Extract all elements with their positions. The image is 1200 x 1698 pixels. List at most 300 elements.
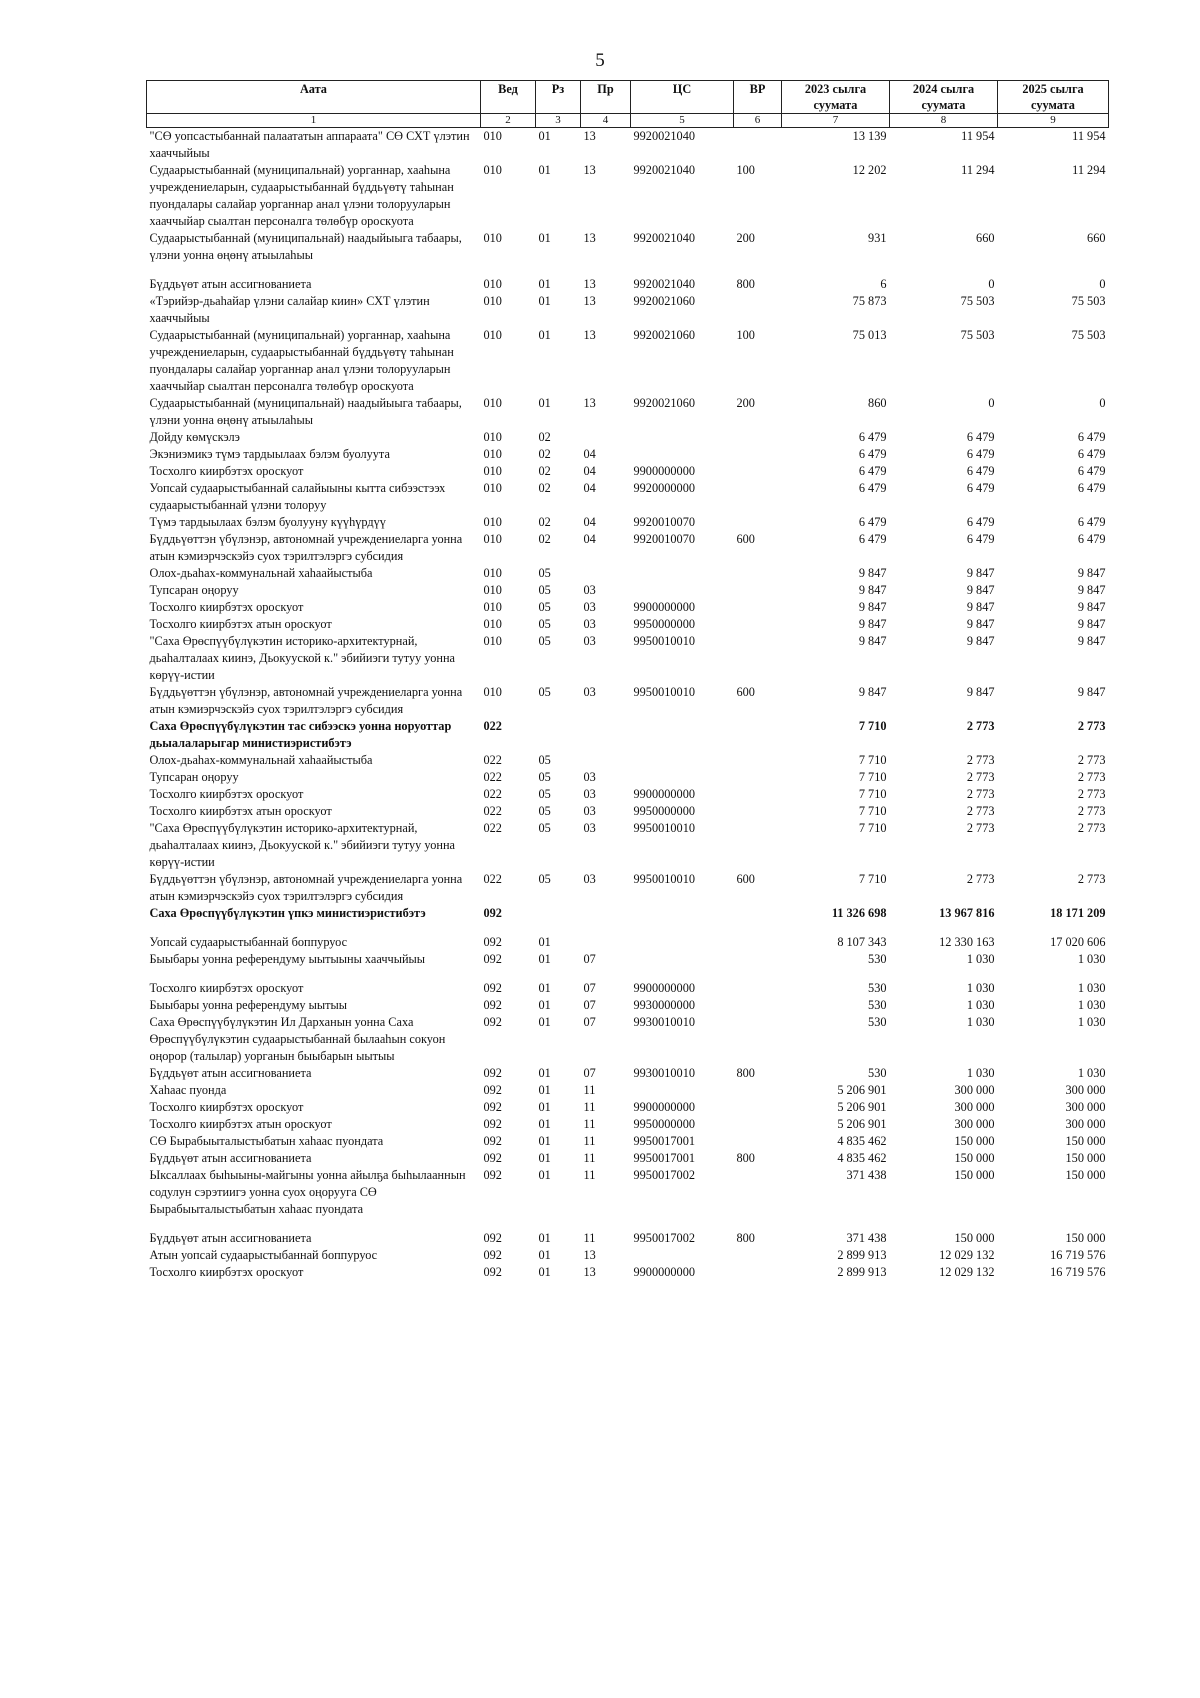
cell-ved: 010 xyxy=(483,617,502,631)
cell-name: Быыбары уонна референдуму ыытыы xyxy=(149,998,348,1012)
cell-pr: 03 xyxy=(583,617,596,631)
cell-amount-2024: 150 000 xyxy=(954,1231,995,1245)
cell-pr xyxy=(581,752,631,769)
cell-amount-2023: 6 479 xyxy=(858,464,887,478)
header-row xyxy=(147,81,1109,114)
cell-vr xyxy=(734,514,782,531)
cell-pr: 03 xyxy=(583,804,596,818)
cell-cs xyxy=(631,951,734,980)
cell-ved: 010 xyxy=(483,566,502,580)
cell-amount-2023: 530 xyxy=(868,952,887,966)
table-row xyxy=(147,633,1109,684)
cell-amount-2024: 6 479 xyxy=(966,430,995,444)
cell-pr: 03 xyxy=(583,600,596,614)
cell-name: "Саха Өрөспүүбүлүкэтин историко-архитектурнай, дьаһалталаах киинэ, Дьокууской к." эбийиэги тутуу уонна көрүү-истии xyxy=(149,821,455,869)
cell-amount-2023: 5 206 901 xyxy=(837,1100,887,1114)
cell-ved: 022 xyxy=(483,821,502,835)
cell-amount-2024: 9 847 xyxy=(966,566,995,580)
cell-amount-2025: 9 847 xyxy=(1077,634,1106,648)
cell-amount-2024: 11 954 xyxy=(961,129,995,143)
cell-rz: 05 xyxy=(538,617,551,631)
cell-amount-2024: 0 xyxy=(988,277,995,291)
cell-amount-2025: 300 000 xyxy=(1065,1083,1106,1097)
cell-rz: 05 xyxy=(538,821,551,835)
cell-rz: 01 xyxy=(538,129,551,143)
cell-cs: 9950010010 xyxy=(633,634,695,648)
cell-pr: 11 xyxy=(583,1134,596,1148)
cell-amount-2024: 1 030 xyxy=(966,998,995,1012)
table-row xyxy=(147,1116,1109,1133)
cell-vr xyxy=(734,1099,782,1116)
cell-pr: 13 xyxy=(583,1265,596,1279)
cell-cs: 9950010010 xyxy=(633,821,695,835)
cell-rz: 01 xyxy=(538,294,551,308)
cell-name: Тосхолго киирбэтэх ороскуот xyxy=(149,981,304,995)
cell-amount-2023: 371 438 xyxy=(846,1168,887,1182)
cell-ved: 010 xyxy=(483,515,502,529)
cell-rz: 01 xyxy=(538,1168,551,1182)
column-number: 4 xyxy=(581,114,631,128)
cell-ved: 010 xyxy=(483,129,502,143)
cell-ved: 092 xyxy=(483,952,502,966)
table-row xyxy=(147,162,1109,230)
cell-amount-2023: 530 xyxy=(868,981,887,995)
column-number: 7 xyxy=(782,114,890,128)
cell-ved: 010 xyxy=(483,464,502,478)
cell-name: Тосхолго киирбэтэх ороскуот xyxy=(149,1265,304,1279)
cell-name: Тосхолго киирбэтэх ороскуот xyxy=(149,464,304,478)
cell-ved: 092 xyxy=(483,1134,502,1148)
cell-vr: 800 xyxy=(736,1151,755,1165)
cell-cs xyxy=(631,752,734,769)
cell-vr xyxy=(734,480,782,514)
cell-amount-2025: 660 xyxy=(1087,231,1106,245)
cell-cs: 9930010010 xyxy=(633,1015,695,1029)
cell-rz: 05 xyxy=(538,770,551,784)
cell-ved: 010 xyxy=(483,532,502,546)
table-row xyxy=(147,565,1109,582)
cell-ved: 022 xyxy=(483,787,502,801)
column-number: 1 xyxy=(147,114,481,128)
cell-pr: 11 xyxy=(583,1231,596,1245)
cell-amount-2024: 9 847 xyxy=(966,634,995,648)
table-row xyxy=(147,769,1109,786)
table-row xyxy=(147,1247,1109,1264)
cell-rz: 01 xyxy=(538,952,551,966)
cell-cs: 9920021060 xyxy=(633,294,695,308)
cell-amount-2025: 16 719 576 xyxy=(1050,1248,1106,1262)
cell-rz: 01 xyxy=(538,1134,551,1148)
cell-pr: 07 xyxy=(583,981,596,995)
table-row xyxy=(147,1082,1109,1099)
cell-amount-2024: 2 773 xyxy=(966,872,995,886)
cell-amount-2025: 150 000 xyxy=(1065,1151,1106,1165)
cell-amount-2024: 1 030 xyxy=(966,952,995,966)
cell-cs xyxy=(631,905,734,934)
cell-amount-2023: 12 202 xyxy=(852,163,887,177)
cell-name: Тупсаран оңоруу xyxy=(149,770,239,784)
cell-vr: 100 xyxy=(736,163,755,177)
cell-amount-2023: 860 xyxy=(868,396,887,410)
cell-amount-2023: 75 873 xyxy=(852,294,887,308)
cell-pr: 07 xyxy=(583,1015,596,1029)
cell-rz: 05 xyxy=(538,566,551,580)
cell-ved: 010 xyxy=(483,328,502,342)
cell-ved: 010 xyxy=(483,294,502,308)
cell-cs: 9900000000 xyxy=(633,787,695,801)
page-number: 5 xyxy=(595,50,605,71)
cell-vr: 600 xyxy=(736,872,755,886)
cell-amount-2025: 11 294 xyxy=(1072,163,1106,177)
cell-amount-2023: 9 847 xyxy=(858,634,887,648)
cell-amount-2023: 13 139 xyxy=(852,129,887,143)
cell-cs: 9920021040 xyxy=(633,277,695,291)
cell-pr: 03 xyxy=(583,583,596,597)
cell-vr xyxy=(734,769,782,786)
cell-name: Уопсай судаарыстыбаннай боппуруос xyxy=(149,935,348,949)
cell-name: СӨ Бырабыыталыстыбатын хаһаас пуондата xyxy=(149,1134,384,1148)
header-pr: Пр xyxy=(581,81,631,114)
cell-amount-2025: 6 479 xyxy=(1077,481,1106,495)
table-row xyxy=(147,599,1109,616)
header-rz: Рз xyxy=(536,81,581,114)
cell-name: Бүддьүөт атын ассигнованиета xyxy=(149,1151,312,1165)
cell-cs xyxy=(631,718,734,752)
cell-amount-2023: 6 xyxy=(880,277,887,291)
cell-pr: 07 xyxy=(583,998,596,1012)
cell-amount-2025: 18 171 209 xyxy=(1050,906,1106,920)
cell-amount-2024: 2 773 xyxy=(966,787,995,801)
cell-amount-2023: 530 xyxy=(868,1066,887,1080)
cell-ved: 022 xyxy=(483,804,502,818)
table-row xyxy=(147,128,1109,163)
cell-pr: 13 xyxy=(583,163,596,177)
header-ved: Вед xyxy=(481,81,536,114)
cell-rz: 05 xyxy=(538,787,551,801)
table-row xyxy=(147,752,1109,769)
cell-pr: 03 xyxy=(583,872,596,886)
cell-vr xyxy=(734,820,782,871)
cell-amount-2025: 6 479 xyxy=(1077,515,1106,529)
cell-vr: 200 xyxy=(736,231,755,245)
cell-ved: 092 xyxy=(483,1100,502,1114)
table-body xyxy=(147,128,1109,1282)
cell-amount-2025: 2 773 xyxy=(1077,872,1106,886)
cell-cs: 9920021040 xyxy=(633,231,695,245)
cell-amount-2023: 931 xyxy=(868,231,887,245)
cell-amount-2023: 7 710 xyxy=(858,719,887,733)
cell-rz: 05 xyxy=(538,634,551,648)
cell-vr xyxy=(734,786,782,803)
cell-rz: 01 xyxy=(538,981,551,995)
cell-amount-2023: 7 710 xyxy=(858,804,887,818)
cell-pr: 04 xyxy=(583,515,596,529)
cell-vr xyxy=(734,1082,782,1099)
cell-vr xyxy=(734,1014,782,1065)
cell-rz: 01 xyxy=(538,1015,551,1029)
cell-rz: 01 xyxy=(538,277,551,291)
cell-name: Экэниэмикэ түмэ тардыылаах бэлэм буолуута xyxy=(149,447,390,461)
cell-ved: 092 xyxy=(483,1015,502,1029)
cell-vr: 200 xyxy=(736,396,755,410)
table-row xyxy=(147,1065,1109,1082)
cell-pr: 13 xyxy=(583,294,596,308)
cell-pr: 03 xyxy=(583,685,596,699)
cell-amount-2024: 9 847 xyxy=(966,617,995,631)
cell-amount-2023: 7 710 xyxy=(858,770,887,784)
cell-rz: 01 xyxy=(538,328,551,342)
table-row xyxy=(147,531,1109,565)
cell-amount-2024: 12 029 132 xyxy=(939,1248,995,1262)
cell-rz: 01 xyxy=(538,1117,551,1131)
cell-amount-2023: 9 847 xyxy=(858,685,887,699)
cell-rz: 01 xyxy=(538,998,551,1012)
cell-vr xyxy=(734,905,782,934)
cell-name: Бүддьүөт атын ассигнованиета xyxy=(149,277,312,291)
cell-rz: 05 xyxy=(538,600,551,614)
header-2024: 2024 сылга суумата xyxy=(890,81,998,114)
cell-amount-2024: 300 000 xyxy=(954,1083,995,1097)
cell-amount-2023: 5 206 901 xyxy=(837,1083,887,1097)
cell-rz: 01 xyxy=(538,1231,551,1245)
cell-amount-2024: 0 xyxy=(988,396,995,410)
cell-name: Тосхолго киирбэтэх ороскуот xyxy=(149,787,304,801)
cell-amount-2024: 1 030 xyxy=(966,981,995,995)
cell-amount-2024: 75 503 xyxy=(960,294,995,308)
cell-vr: 600 xyxy=(736,685,755,699)
cell-name: Саха Өрөспүүбүлүкэтин үпкэ министиэристибэтэ xyxy=(149,906,426,920)
cell-ved: 092 xyxy=(483,1117,502,1131)
cell-rz: 05 xyxy=(538,804,551,818)
table-row xyxy=(147,1264,1109,1281)
cell-pr: 03 xyxy=(583,821,596,835)
cell-amount-2025: 6 479 xyxy=(1077,532,1106,546)
table-row xyxy=(147,1150,1109,1167)
cell-pr: 13 xyxy=(583,129,596,143)
header-2023: 2023 сылга суумата xyxy=(782,81,890,114)
cell-cs xyxy=(631,446,734,463)
table-row xyxy=(147,327,1109,395)
cell-amount-2023: 6 479 xyxy=(858,532,887,546)
cell-name: Бүддьүөттэн үбүлэнэр, автономнай учреждениеларга уонна атын кэмиэрчэскэйэ суох тэрилтэлэргэ субсидия xyxy=(149,532,463,563)
cell-amount-2023: 530 xyxy=(868,998,887,1012)
cell-name: Саха Өрөспүүбүлүкэтин тас сибээскэ уонна норуоттар дьыалаларыгар министиэристибэтэ xyxy=(149,719,452,750)
cell-cs: 9950017002 xyxy=(633,1231,695,1245)
column-number: 9 xyxy=(998,114,1109,128)
table-row xyxy=(147,514,1109,531)
cell-vr xyxy=(734,446,782,463)
cell-pr: 07 xyxy=(583,952,596,966)
table-row xyxy=(147,616,1109,633)
cell-amount-2024: 6 479 xyxy=(966,447,995,461)
table-row xyxy=(147,1099,1109,1116)
table-row xyxy=(147,871,1109,905)
cell-cs xyxy=(631,1247,734,1264)
cell-rz: 01 xyxy=(538,1151,551,1165)
cell-rz xyxy=(536,718,581,752)
cell-vr xyxy=(734,582,782,599)
cell-name: Тосхолго киирбэтэх атын ороскуот xyxy=(149,617,332,631)
cell-cs: 9950010010 xyxy=(633,872,695,886)
cell-vr xyxy=(734,463,782,480)
cell-amount-2025: 2 773 xyxy=(1077,821,1106,835)
cell-ved: 022 xyxy=(483,770,502,784)
cell-cs xyxy=(631,429,734,446)
column-number: 5 xyxy=(631,114,734,128)
cell-amount-2025: 1 030 xyxy=(1077,1066,1106,1080)
cell-ved: 010 xyxy=(483,600,502,614)
cell-rz: 02 xyxy=(538,464,551,478)
cell-pr: 13 xyxy=(583,396,596,410)
cell-amount-2023: 75 013 xyxy=(852,328,887,342)
cell-vr xyxy=(734,599,782,616)
cell-ved: 092 xyxy=(483,1168,502,1182)
cell-amount-2025: 1 030 xyxy=(1077,952,1106,966)
cell-ved: 092 xyxy=(483,906,502,920)
cell-vr xyxy=(734,1116,782,1133)
cell-pr: 13 xyxy=(583,277,596,291)
cell-amount-2025: 9 847 xyxy=(1077,617,1106,631)
cell-amount-2024: 2 773 xyxy=(966,719,995,733)
cell-amount-2025: 9 847 xyxy=(1077,600,1106,614)
cell-amount-2023: 9 847 xyxy=(858,600,887,614)
cell-rz: 05 xyxy=(538,753,551,767)
cell-ved: 092 xyxy=(483,981,502,995)
cell-name: Дойду көмүскэлэ xyxy=(149,430,240,444)
cell-cs: 9920021060 xyxy=(633,328,695,342)
cell-pr xyxy=(581,905,631,934)
cell-name: Тосхолго киирбэтэх ороскуот xyxy=(149,1100,304,1114)
cell-rz: 05 xyxy=(538,583,551,597)
cell-amount-2025: 0 xyxy=(1099,396,1106,410)
cell-cs: 9920021040 xyxy=(633,163,695,177)
cell-amount-2024: 660 xyxy=(976,231,995,245)
cell-amount-2024: 9 847 xyxy=(966,600,995,614)
cell-amount-2023: 7 710 xyxy=(858,821,887,835)
cell-amount-2025: 300 000 xyxy=(1065,1117,1106,1131)
cell-amount-2025: 9 847 xyxy=(1077,566,1106,580)
cell-ved: 010 xyxy=(483,685,502,699)
cell-cs: 9950000000 xyxy=(633,617,695,631)
cell-pr: 03 xyxy=(583,634,596,648)
table-row xyxy=(147,293,1109,327)
cell-ved: 010 xyxy=(483,430,502,444)
cell-amount-2023: 6 479 xyxy=(858,481,887,495)
cell-pr xyxy=(581,565,631,582)
header-name: Аата xyxy=(147,81,481,114)
cell-amount-2023: 6 479 xyxy=(858,430,887,444)
table-row xyxy=(147,276,1109,293)
cell-amount-2025: 16 719 576 xyxy=(1050,1265,1106,1279)
column-number-row xyxy=(147,114,1109,128)
cell-amount-2024: 6 479 xyxy=(966,481,995,495)
cell-amount-2024: 6 479 xyxy=(966,532,995,546)
cell-amount-2024: 11 294 xyxy=(961,163,995,177)
cell-cs: 9930000000 xyxy=(633,998,695,1012)
cell-amount-2025: 1 030 xyxy=(1077,981,1106,995)
cell-name: Тосхолго киирбэтэх атын ороскуот xyxy=(149,1117,332,1131)
cell-ved: 022 xyxy=(483,753,502,767)
cell-rz: 01 xyxy=(538,1265,551,1279)
cell-name: Олох-дьаһах-коммунальнай хаһаайыстыба xyxy=(149,566,373,580)
cell-name: «Тэрийэр-дьаһайар үлэни салайар киин» СХТ үлэтин хааччыйыы xyxy=(149,294,430,325)
cell-cs: 9950000000 xyxy=(633,1117,695,1131)
cell-vr xyxy=(734,1264,782,1281)
cell-vr xyxy=(734,633,782,684)
cell-name: Судаарыстыбаннай (муниципальнай) уорганнар, хааһына учреждениеларын, судаарыстыбаннай бүддьүөтү таһынан пуондалары салайар уорганнар анал үлэни толорууларын хааччыйар сыалтан персоналга төлөбүр ороскуота xyxy=(149,328,454,393)
cell-cs: 9920000000 xyxy=(633,481,695,495)
table-row xyxy=(147,582,1109,599)
cell-vr xyxy=(734,934,782,951)
cell-rz: 05 xyxy=(538,685,551,699)
cell-vr xyxy=(734,429,782,446)
cell-name: Бүддьүөт атын ассигнованиета xyxy=(149,1066,312,1080)
header-2025: 2025 сылга суумата xyxy=(998,81,1109,114)
cell-name: "Саха Өрөспүүбүлүкэтин историко-архитектурнай, дьаһалталаах киинэ, Дьокууской к." эбийиэги тутуу уонна көрүү-истии xyxy=(149,634,455,682)
cell-vr xyxy=(734,997,782,1014)
cell-rz: 05 xyxy=(538,872,551,886)
cell-amount-2024: 2 773 xyxy=(966,821,995,835)
cell-amount-2025: 300 000 xyxy=(1065,1100,1106,1114)
table-row xyxy=(147,905,1109,934)
table-row xyxy=(147,820,1109,871)
cell-pr: 11 xyxy=(583,1168,596,1182)
cell-rz: 02 xyxy=(538,447,551,461)
cell-ved: 092 xyxy=(483,1066,502,1080)
cell-cs: 9950000000 xyxy=(633,804,695,818)
cell-amount-2024: 1 030 xyxy=(966,1015,995,1029)
table-row xyxy=(147,786,1109,803)
cell-name: Олох-дьаһах-коммунальнай хаһаайыстыба xyxy=(149,753,373,767)
cell-pr: 11 xyxy=(583,1151,596,1165)
cell-ved: 010 xyxy=(483,163,502,177)
cell-pr: 13 xyxy=(583,1248,596,1262)
cell-cs: 9920021040 xyxy=(633,129,695,143)
cell-amount-2023: 7 710 xyxy=(858,753,887,767)
cell-ved: 092 xyxy=(483,1265,502,1279)
cell-name: Бүддьүөттэн үбүлэнэр, автономнай учреждениеларга уонна атын кэмиэрчэскэйэ суох тэрилтэлэргэ субсидия xyxy=(149,685,463,716)
cell-amount-2025: 75 503 xyxy=(1071,328,1106,342)
cell-cs: 9950017002 xyxy=(633,1168,695,1182)
cell-amount-2023: 7 710 xyxy=(858,787,887,801)
cell-amount-2025: 6 479 xyxy=(1077,447,1106,461)
cell-cs: 9920021060 xyxy=(633,396,695,410)
cell-cs: 9950017001 xyxy=(633,1134,695,1148)
table-row xyxy=(147,463,1109,480)
cell-amount-2025: 0 xyxy=(1099,277,1106,291)
cell-cs: 9930010010 xyxy=(633,1066,695,1080)
table-row xyxy=(147,230,1109,276)
cell-amount-2024: 6 479 xyxy=(966,464,995,478)
cell-amount-2024: 6 479 xyxy=(966,515,995,529)
table-row xyxy=(147,803,1109,820)
cell-amount-2025: 2 773 xyxy=(1077,804,1106,818)
cell-amount-2025: 1 030 xyxy=(1077,998,1106,1012)
cell-amount-2023: 6 479 xyxy=(858,515,887,529)
table-row xyxy=(147,1230,1109,1247)
cell-rz: 02 xyxy=(538,430,551,444)
cell-name: Ыксаллаах быһыыны-майгыны уонна айылҕа быһылааннын содулун сэрэтиигэ уонна суох оңорууга СӨ Бырабыыталыстыбатын хаһаас пуондата xyxy=(149,1168,466,1216)
cell-cs xyxy=(631,769,734,786)
cell-amount-2024: 13 967 816 xyxy=(939,906,995,920)
cell-ved: 010 xyxy=(483,634,502,648)
cell-ved: 092 xyxy=(483,1151,502,1165)
table-row xyxy=(147,980,1109,997)
cell-name: Атын уопсай судаарыстыбаннай боппуруос xyxy=(149,1248,378,1262)
cell-vr xyxy=(734,1133,782,1150)
cell-pr: 11 xyxy=(583,1083,596,1097)
cell-ved: 092 xyxy=(483,1083,502,1097)
